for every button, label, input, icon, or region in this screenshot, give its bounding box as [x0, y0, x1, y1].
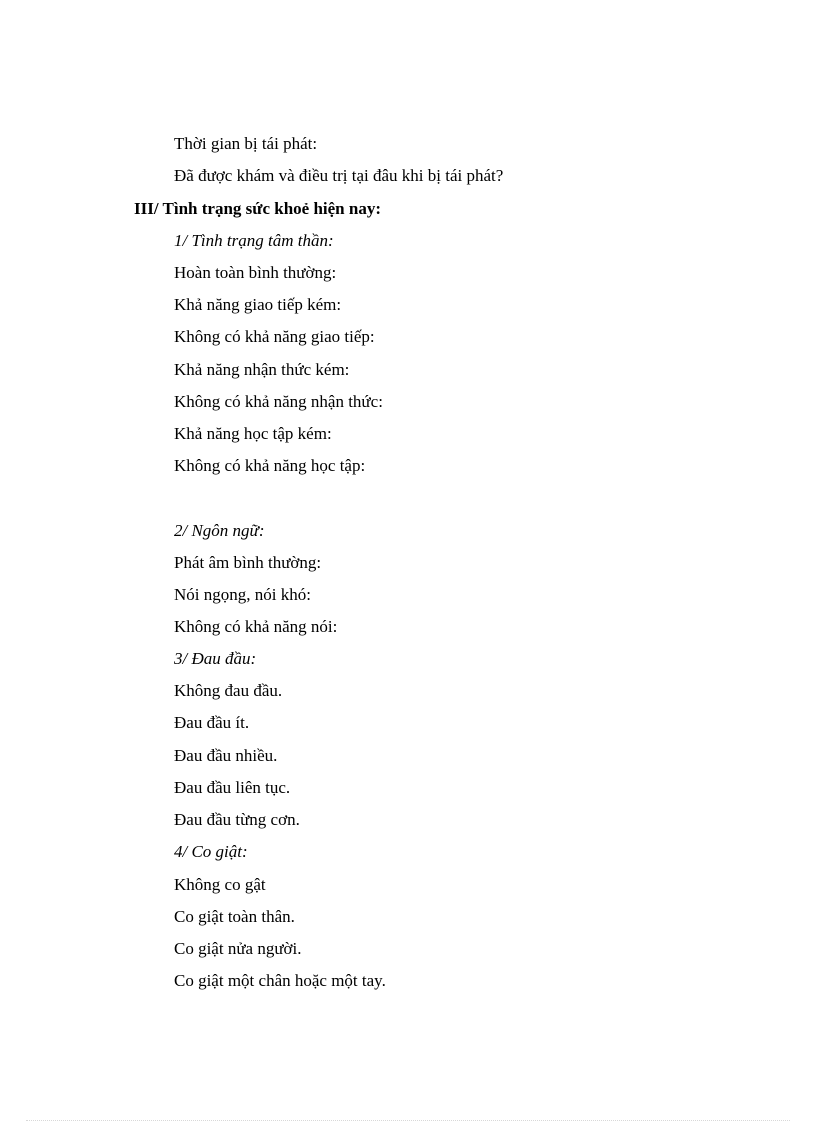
- mental-state-item: Khả năng học tập kém:: [174, 424, 332, 443]
- language-item: Phát âm bình thường:: [174, 553, 322, 572]
- seizure-item: Co giật nửa người.: [174, 939, 302, 958]
- page-bottom-divider: [26, 1120, 790, 1121]
- seizure-item: Không co gật: [174, 875, 266, 894]
- headache-item: Đau đầu ít.: [174, 713, 250, 732]
- subheading-seizure: 4/ Co giật:: [174, 842, 248, 861]
- mental-state-item: Khả năng giao tiếp kém:: [174, 295, 342, 314]
- language-item: Không có khả năng nói:: [174, 617, 338, 636]
- mental-state-item: Khả năng nhận thức kém:: [174, 360, 350, 379]
- language-item: Nói ngọng, nói khó:: [174, 585, 311, 604]
- relapse-treatment-line: Đã được khám và điều trị tại đâu khi bị tái phát?: [174, 166, 504, 185]
- mental-state-item: Không có khả năng nhận thức:: [174, 392, 383, 411]
- seizure-item: Co giật toàn thân.: [174, 907, 295, 926]
- mental-state-item: Không có khả năng học tập:: [174, 456, 366, 475]
- headache-item: Đau đầu nhiều.: [174, 746, 278, 765]
- relapse-time-line: Thời gian bị tái phát:: [174, 134, 318, 153]
- mental-state-item: Hoàn toàn bình thường:: [174, 263, 337, 282]
- subheading-headache: 3/ Đau đầu:: [174, 649, 257, 668]
- subheading-mental-state: 1/ Tình trạng tâm thần:: [174, 231, 334, 250]
- headache-item: Đau đầu từng cơn.: [174, 810, 300, 829]
- headache-item: Không đau đầu.: [174, 681, 283, 700]
- section-heading-current-health: III/ Tình trạng sức khoẻ hiện nay:: [134, 199, 382, 218]
- headache-item: Đau đầu liên tục.: [174, 778, 291, 797]
- mental-state-item: Không có khả năng giao tiếp:: [174, 327, 375, 346]
- subheading-language: 2/ Ngôn ngữ:: [174, 521, 265, 540]
- seizure-item: Co giật một chân hoặc một tay.: [174, 971, 386, 990]
